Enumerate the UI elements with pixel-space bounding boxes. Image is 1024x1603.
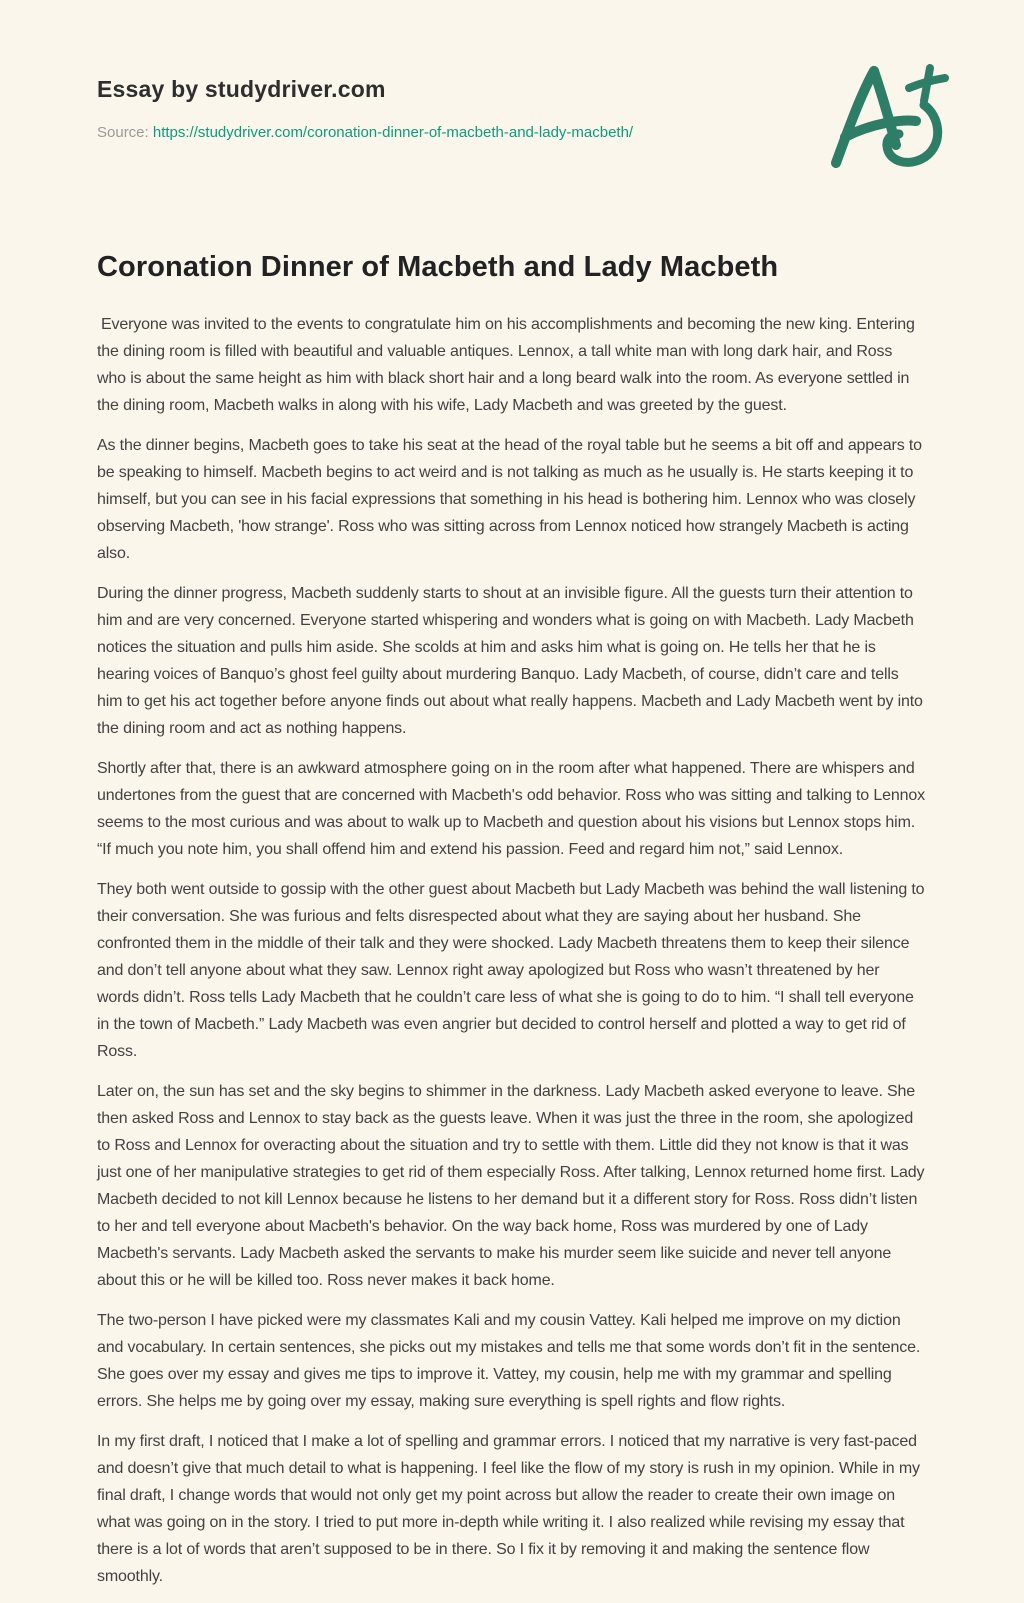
essay-paragraph-6: Later on, the sun has set and the sky begins to shimmer in the darkness. Lady Macbeth asked everyone to leave. She then asked Ross and Lennox to stay back as the guests leave. When it was just the three in the room, she apologized to Ross and Lennox for overacting about the situation and try to settle with them. Little did they not know is that it was just one of her manipulative strategies to get rid of them especially Ross. After talking, Lennox returned home first. Lady Macbeth decided to not kill Lennox because he listens to her demand but it a different story for Ross. Ross didn’t listen to her and tell everyone about Macbeth's behavior. On the way back home, Ross was murdered by one of Lady Macbeth's servants. Lady Macbeth asked the servants to make his murder seem like suicide and never tell anyone about this or he will be killed too. Ross never makes it back home. bbox=[97, 1083, 925, 1289]
source-line bbox=[97, 124, 925, 141]
essay-paragraph-4: Shortly after that, there is an awkward atmosphere going on in the room after what happened. There are whispers and undertones from the guest that are concerned with Macbeth's odd behavior. Ross who was sitting and talking to Lennox seems to the most curious and was about to walk up to Macbeth and question about his visions but Lennox stops him. “If much you note him, you shall offend him and extend his passion. Feed and regard him not,” said Lennox. bbox=[97, 760, 925, 858]
source-label: Source: bbox=[97, 124, 149, 141]
essay-paragraph-8: In my first draft, I noticed that I make a lot of spelling and grammar errors. I noticed that my narrative is very fast-paced and doesn’t give that much detail to what is happening. I feel like the flow of my story is rush in my opinion. While in my final draft, I change words that would not only get my point across but allow the reader to create their own image on what was going on in the story. I tried to put more in-depth while writing it. I also realized while revising my essay that there is a lot of words that aren’t supposed to be in there. So I fix it by removing it and making the sentence flow smoothly. bbox=[97, 1433, 920, 1585]
document-content bbox=[97, 0, 925, 1603]
essay-body bbox=[97, 311, 925, 1590]
essay-title: Coronation Dinner of Macbeth and Lady Macbeth bbox=[97, 251, 779, 283]
essay-paragraph-1: Everyone was invited to the events to congratulate him on his accomplishments and becoming the new king. Entering the dining room is filled with beautiful and valuable antiques. Lennox, a tall white man with long dark hair, and Ross who is about the same height as him with black short hair and a long beard walk into the room. As everyone settled in the dining room, Macbeth walks in along with his wife, Lady Macbeth and was greeted by the guest. bbox=[97, 316, 915, 414]
source-url-link[interactable]: https://studydriver.com/coronation-dinner-of-macbeth-and-lady-macbeth/ bbox=[152, 124, 634, 141]
essay-paragraph-7: The two-person I have picked were my classmates Kali and my cousin Vattey. Kali helped me improve on my diction and vocabulary. In certain sentences, she picks out my mistakes and tells me that some words don’t fit in the sentence. She goes over my essay and gives me tips to improve it. Vattey, my cousin, help me with my grammar and spelling errors. She helps me by going over my essay, making sure everything is spell rights and flow rights. bbox=[97, 1312, 921, 1410]
essay-paragraph-3: During the dinner progress, Macbeth suddenly starts to shout at an invisible figure. All the guests turn their attention to him and are very concerned. Everyone started whispering and wonders what is going on with Macbeth. Lady Macbeth notices the situation and pulls him aside. She scolds at him and asks him what is going on. He tells her that he is hearing voices of Banquo’s ghost feel guilty about murdering Banquo. Lady Macbeth, of course, didn’t care and tells him to get his act together before anyone finds out about what really happens. Macbeth and Lady Macbeth went by into the dining room and act as nothing happens. bbox=[97, 585, 923, 737]
essay-paragraph-2: As the dinner begins, Macbeth goes to take his seat at the head of the royal table but he seems a bit off and appears to be speaking to himself. Macbeth begins to act weird and is not talking as much as he usually is. He starts keeping it to himself, but you can see in his facial expressions that something in his head is bothering him. Lennox who was closely observing Macbeth, 'how strange'. Ross who was sitting across from Lennox noticed how strangely Macbeth is acting also. bbox=[97, 437, 922, 562]
document-header-title: Essay by studydriver.com bbox=[97, 76, 386, 102]
essay-paragraph-5: They both went outside to gossip with the other guest about Macbeth but Lady Macbeth was behind the wall listening to their conversation. She was furious and felts disrespected about what they are saying about her husband. She confronted them in the middle of their talk and they were shocked. Lady Macbeth threatens them to keep their silence and don’t tell anyone about what they saw. Lennox right away apologized but Ross who wasn’t threatened by her words didn’t. Ross tells Lady Macbeth that he couldn’t care less of what she is going to do to him. “I shall tell everyone in the town of Macbeth.” Lady Macbeth was even angrier but decided to control herself and plotted a way to get rid of Ross. bbox=[97, 881, 925, 1060]
